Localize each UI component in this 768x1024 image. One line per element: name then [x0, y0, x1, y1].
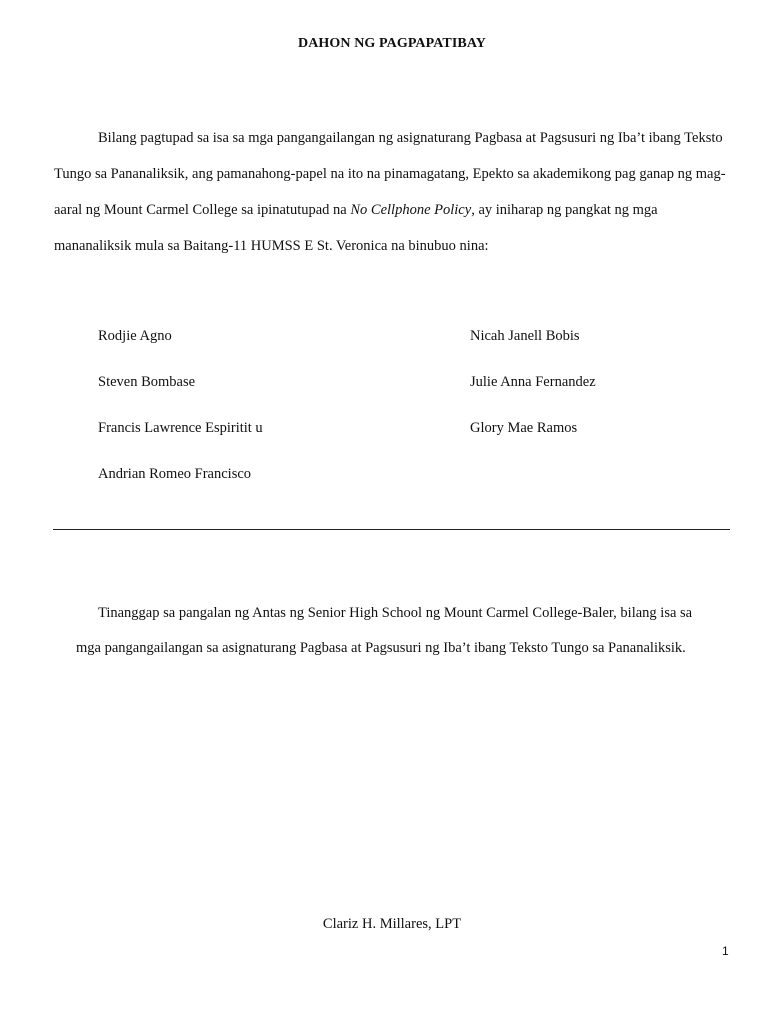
name-row	[98, 466, 658, 512]
name-row	[98, 374, 658, 420]
acceptance-line-2: mga pangangailangan sa asignaturang Pagbasa at Pagsusuri ng Iba’t ibang Teksto Tungo sa Pananaliksik.	[76, 640, 686, 656]
paragraph-text-end: , ay iniharap ng pangkat ng mga mananaliksik mula sa Baitang-11 HUMSS E St. Veronica na binubuo nina:	[54, 202, 658, 254]
researcher-name: Rodjie Agno	[98, 328, 172, 344]
researchers-list	[98, 328, 658, 512]
acceptance-paragraph	[54, 596, 734, 666]
approval-paragraph	[54, 120, 726, 264]
horizontal-divider	[53, 529, 730, 530]
acceptance-line-1: Tinanggap sa pangalan ng Antas ng Senior High School ng Mount Carmel College-Baler, bilang isa sa	[98, 605, 693, 621]
document-title: DAHON NG PAGPAPATIBAY	[298, 36, 486, 51]
paragraph-text-start: Bilang pagtupad sa isa sa mga pangangailangan ng asignaturang Pagbasa at Pagsusuri ng Iba’t ibang Teksto Tungo sa Pananaliksik, ang pamanahong-papel na ito na pinamagatang, Epekto sa akademikong pag ganap ng mag-aaral ng Mount Carmel College sa ipinatutupad na	[54, 130, 726, 218]
page-number: 1	[722, 944, 729, 958]
researcher-name: Francis Lawrence Espiritit u	[98, 420, 263, 436]
name-row	[98, 328, 658, 374]
researcher-name: Julie Anna Fernandez	[470, 374, 596, 390]
researcher-name: Andrian Romeo Francisco	[98, 466, 252, 482]
signatory-name: Clariz H. Millares, LPT	[322, 916, 462, 932]
researcher-name: Steven Bombase	[98, 374, 196, 390]
policy-name-italic: No Cellphone Policy	[350, 202, 472, 218]
researcher-name: Nicah Janell Bobis	[470, 328, 580, 344]
researcher-name: Glory Mae Ramos	[470, 420, 578, 436]
name-row	[98, 420, 658, 466]
